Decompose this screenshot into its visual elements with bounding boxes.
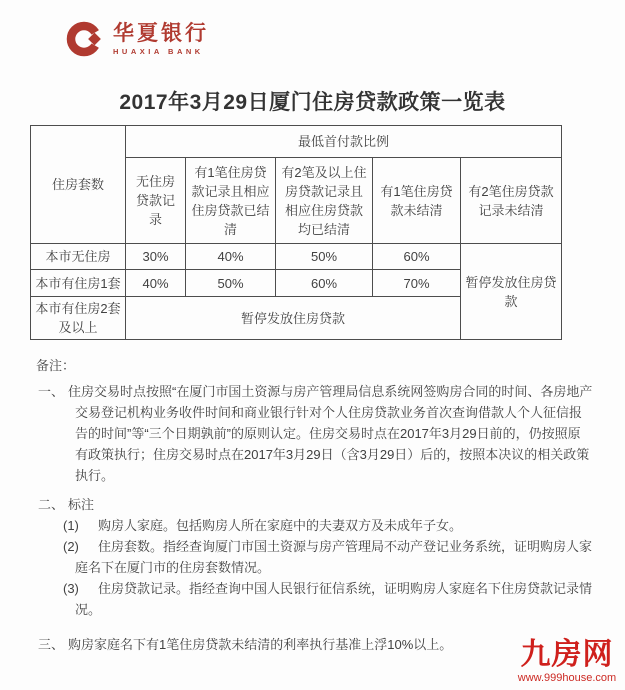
- note-2-heading: [36, 494, 593, 515]
- value-cell: 70%: [373, 270, 461, 297]
- note-1-label: 一、: [38, 384, 65, 399]
- page-title: 2017年3月29日厦门住房贷款政策一览表: [119, 91, 506, 114]
- value-cell: 40%: [186, 244, 276, 270]
- note-item-text: 住房贷款记录。指经查询中国人民银行征信系统，证明购房人家庭名下住房贷款记录情况。: [75, 581, 593, 617]
- watermark-site-url: www.999house.com: [517, 672, 617, 684]
- note-item-num: (1): [63, 518, 79, 533]
- row-label-cell: 本市有住房1套: [31, 270, 126, 297]
- note-2-item-1: [63, 515, 593, 536]
- value-cell: 30%: [126, 244, 186, 270]
- note-item-text: 购房人家庭。包括购房人所在家庭中的夫妻双方及未成年子女。: [98, 518, 463, 533]
- suspended-row-cell: 暂停发放住房贷款: [126, 297, 461, 340]
- value-cell: 60%: [373, 244, 461, 270]
- huaxia-emblem-icon: [66, 20, 106, 58]
- note-2-label: 二、: [38, 497, 65, 512]
- subheader-cell: 有1笔住房贷款未结清: [373, 158, 461, 244]
- suspended-column-cell: 暂停发放住房贷款: [461, 244, 562, 340]
- value-cell: 40%: [126, 270, 186, 297]
- note-item-num: (3): [63, 581, 79, 596]
- value-cell: 50%: [186, 270, 276, 297]
- subheader-cell: 无住房贷款记录: [126, 158, 186, 244]
- notes-section: [36, 355, 593, 655]
- value-cell: 50%: [276, 244, 373, 270]
- brand-name-en: HUAXIA BANK: [113, 46, 204, 56]
- row-label-cell: 本市有住房2套及以上: [31, 297, 126, 340]
- note-3-label: 三、: [38, 637, 65, 652]
- note-3-text: 购房家庭名下有1笔住房贷款未结清的利率执行基准上浮10%以上。: [68, 637, 453, 652]
- brand-name-cn: 华夏银行: [113, 21, 209, 45]
- brand-text: [113, 23, 209, 56]
- watermark: [513, 640, 621, 684]
- note-item-num: (2): [63, 539, 79, 554]
- watermark-site-name: 九房网: [520, 638, 614, 671]
- note-item-text: 住房套数。指经查询厦门市国土资源与房产管理局不动产登记业务系统，证明购房人家庭名下在厦门市的住房套数情况。: [75, 539, 593, 575]
- table-row: [31, 244, 562, 270]
- notes-heading: 备注：: [36, 358, 76, 373]
- note-1-text: 住房交易时点按照“在厦门市国土资源与房产管理局信息系统网签购房合同的时间、各房地产交易登记机构业务收件时间和商业银行针对个人住房贷款业务首次查询借款人个人征信报告的时间”等“三个日期孰前”的原则认定。住房交易时点在2017年3月29日前的，仍按照原有政策执行；住房交易时点在2017年3月29日（含3月29日）后的，按照本决议的相关政策执行。: [68, 384, 593, 483]
- row-label-cell: 本市无住房: [31, 244, 126, 270]
- brand-logo: [66, 20, 209, 58]
- corner-header-cell: 住房套数: [31, 126, 126, 244]
- subheader-cell: 有2笔住房贷款记录未结清: [461, 158, 562, 244]
- note-3: [36, 634, 593, 655]
- value-cell: 60%: [276, 270, 373, 297]
- note-2-item-2: [63, 536, 593, 578]
- note-2-title: 标注: [68, 497, 95, 512]
- group-header-cell: 最低首付款比例: [126, 126, 562, 158]
- subheader-cell: 有2笔及以上住房贷款记录且相应住房贷款均已结清: [276, 158, 373, 244]
- loan-policy-table: [30, 125, 562, 340]
- note-1: [36, 381, 593, 486]
- subheader-cell: 有1笔住房贷款记录且相应住房贷款已结清: [186, 158, 276, 244]
- note-2-item-3: [63, 578, 593, 620]
